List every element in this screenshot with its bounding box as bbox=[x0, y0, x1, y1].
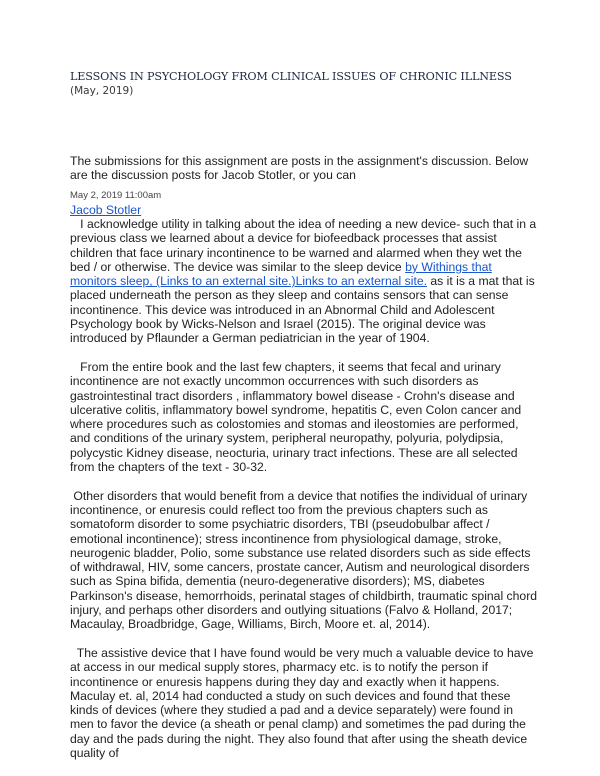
post-body bbox=[70, 217, 540, 775]
post-paragraph-1 bbox=[70, 217, 540, 346]
p3-text: Other disorders that would benefit from a device that notifies the individual of urinary incontinence, or enuresis could reflect too from the previous chapters such as somatoform disorder to some psychiatric disorders, TBI (pseudobulbar affect / emotional incontinence); stress incontinence from physiological damage, stroke, neurogenic bladder, Polio, some substance use related disorders such as side effects of withdrawal, HIV, some cancers, prostate cancer, Autism and neurological disorders such as Spina bifida, dementia (neuro-degenerative disorders); MS, diabetes Parkinson's disease, hemorrhoids, perinatal stages of childbirth, traumatic spinal chord injury, and perhaps other disorders and outlying situations (Falvo & Holland, 2017; Macaulay, Broadbridge, Gage, Williams, Birch, Moore et. al, 2014). bbox=[70, 488, 538, 632]
p4-text: The assistive device that I have found would be very much a valuable device to have at access in our medical supply stores, pharmacy etc. is to notify the person if incontinence or enuresis happens during they day and exactly when it happens. Maculay et. al, 2014 had conducted a study on such devices and found that these kinds of devices (where they studied a pad and a device separately) were found in men to favor the device (a sheath or penal clamp) and sometimes the pad during the day and the pads during the night. They also found that after using the sheath device quality of bbox=[70, 645, 534, 760]
post-timestamp: May 2, 2019 11:00am bbox=[70, 190, 162, 201]
post-paragraph-4 bbox=[70, 646, 540, 760]
withings-external-link[interactable]: by Withings that monitors sleep, (Links to an external site.)Links to an external site. bbox=[70, 259, 492, 289]
post-paragraph-3 bbox=[70, 489, 540, 632]
p1-text-before: I acknowledge utility in talking about the idea of needing a new device- such that in a previous class we learned about a device for biofeedback processes that assist children that face urinary incontinence to be warned and alarmed when they wet the bed / or otherwise. The device was similar to the sleep device bbox=[70, 217, 537, 274]
document-title: LESSONS IN PSYCHOLOGY FROM CLINICAL ISSUES OF CHRONIC ILLNESS bbox=[70, 70, 512, 83]
post-paragraph-2 bbox=[70, 360, 540, 474]
intro-paragraph: The submissions for this assignment are posts in the assignment's discussion. Below are the discussion posts for Jacob Stotler, or you can bbox=[70, 154, 529, 183]
p1-text-after: as it is a mat that is placed underneath the person as they sleep and contains sensors that can sense incontinence. This device was introduced in an Abnormal Child and Adolescent Psychology book by Wicks-Nelson and Israel (2015). The original device was introduced by Pflaunder a German pediatrician in the year of 1904. bbox=[70, 274, 535, 346]
p2-text: From the entire book and the last few chapters, it seems that fecal and urinary incontinence are not exactly uncommon occurrences with such disorders as gastrointestinal tract disorders , inflammatory bowel disease - Crohn's disease and ulcerative colitis, inflammatory bowel syndrome, hepatitis C, even Colon cancer and where procedures such as colostomies and stomas and ileostomies are performed, and conditions of the urinary system, peripheral neuropathy, polyuria, polydipsia, polycystic Kidney disease, neocturia, urinary tract infections. These are all selected from the chapters of the text - 30-32. bbox=[70, 359, 522, 475]
author-link[interactable]: Jacob Stotler bbox=[70, 203, 142, 217]
document-date: (May, 2019) bbox=[70, 85, 134, 97]
